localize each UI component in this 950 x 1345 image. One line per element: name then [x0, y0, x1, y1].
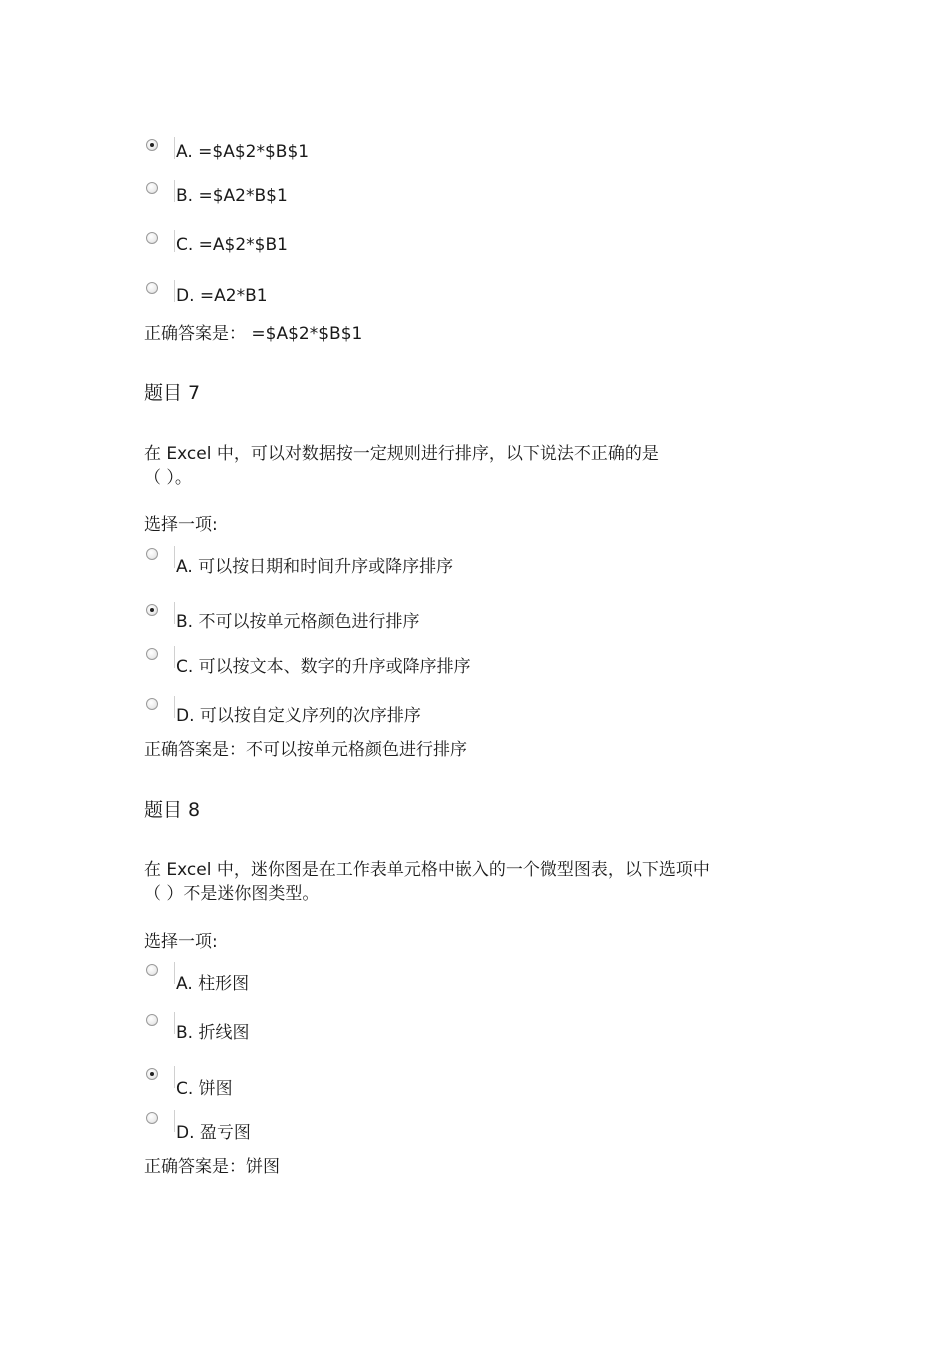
- option-d-label: D. 盈亏图: [176, 1123, 251, 1143]
- option-d-radio[interactable]: [146, 1112, 158, 1124]
- option-divider: [174, 646, 175, 668]
- option-b-radio[interactable]: [146, 1014, 158, 1026]
- question-title: 题目 8: [144, 799, 201, 821]
- option-d-radio[interactable]: [146, 698, 158, 710]
- choose-one-prompt: 选择一项:: [144, 515, 218, 535]
- option-divider: [174, 230, 175, 252]
- question-text-line1: 在 Excel 中，迷你图是在工作表单元格中嵌入的一个微型图表，以下选项中: [144, 860, 710, 880]
- option-divider: [174, 962, 175, 984]
- option-a-radio[interactable]: [146, 139, 158, 151]
- option-a-label: A. 柱形图: [176, 974, 250, 994]
- option-divider: [174, 602, 175, 624]
- option-a-label: A. 可以按日期和时间升序或降序排序: [176, 557, 454, 577]
- option-b-label: B. 不可以按单元格颜色进行排序: [176, 612, 420, 632]
- option-c-radio[interactable]: [146, 648, 158, 660]
- option-divider: [174, 137, 175, 159]
- question-text-line2: （ ）不是迷你图类型。: [144, 884, 320, 904]
- option-divider: [174, 180, 175, 202]
- option-b-label: B. =$A2*B$1: [176, 186, 288, 206]
- question-title: 题目 7: [144, 382, 201, 404]
- option-d-label: D. =A2*B1: [176, 286, 268, 306]
- choose-one-prompt: 选择一项:: [144, 932, 218, 952]
- question-text-line2: （ ）。: [144, 468, 192, 488]
- option-b-radio[interactable]: [146, 604, 158, 616]
- option-divider: [174, 696, 175, 718]
- option-divider: [174, 1110, 175, 1132]
- option-d-label: D. 可以按自定义序列的次序排序: [176, 706, 421, 726]
- option-b-radio[interactable]: [146, 182, 158, 194]
- option-d-radio[interactable]: [146, 282, 158, 294]
- option-divider: [174, 1012, 175, 1034]
- option-c-label: C. =A$2*$B1: [176, 235, 288, 255]
- option-b-label: B. 折线图: [176, 1023, 250, 1043]
- option-c-radio[interactable]: [146, 1068, 158, 1080]
- option-a-radio[interactable]: [146, 964, 158, 976]
- option-divider: [174, 280, 175, 302]
- correct-answer: 正确答案是：不可以按单元格颜色进行排序: [144, 740, 467, 760]
- option-a-label: A. =$A$2*$B$1: [176, 142, 310, 162]
- question-text-line1: 在 Excel 中，可以对数据按一定规则进行排序，以下说法不正确的是: [144, 444, 659, 464]
- option-a-radio[interactable]: [146, 548, 158, 560]
- option-c-label: C. 饼图: [176, 1079, 233, 1099]
- option-divider: [174, 546, 175, 568]
- correct-answer: 正确答案是： =$A$2*$B$1: [144, 324, 363, 344]
- option-divider: [174, 1066, 175, 1088]
- option-c-radio[interactable]: [146, 232, 158, 244]
- correct-answer: 正确答案是：饼图: [144, 1157, 280, 1177]
- option-c-label: C. 可以按文本、数字的升序或降序排序: [176, 657, 471, 677]
